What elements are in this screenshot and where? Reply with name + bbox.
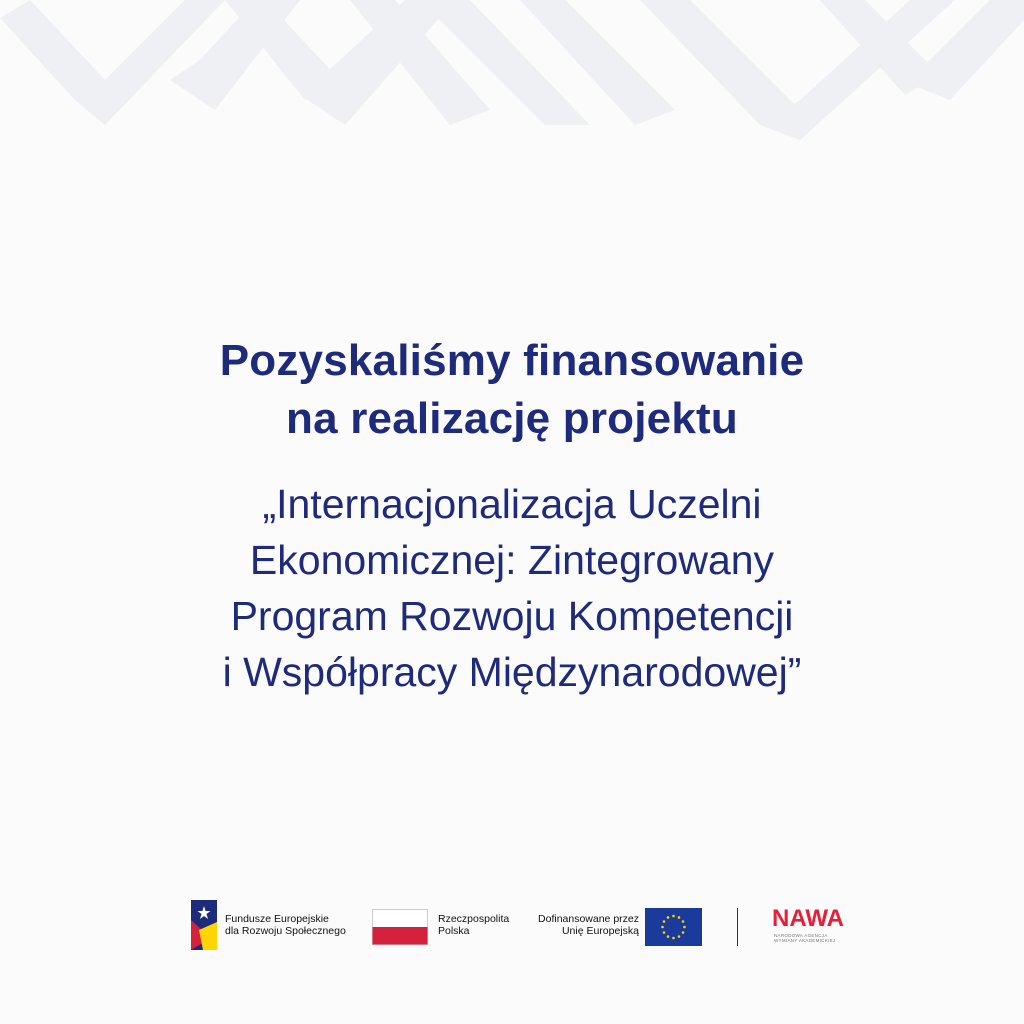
eu-star-icon (667, 935, 670, 938)
eu-star-icon (682, 931, 685, 934)
project-title-line-3: Program Rozwoju Kompetencji (230, 593, 794, 639)
rp-text-line-1: Rzeczpospolita (438, 913, 510, 925)
project-title-line-1: „Internacjonalizacja Uczelni (262, 481, 762, 527)
project-title-line-2: Ekonomicznej: Zintegrowany (249, 537, 775, 583)
rp-text (438, 913, 509, 937)
project-title (0, 476, 1024, 700)
polish-flag-icon (372, 909, 428, 945)
fe-text-line-1: Fundusze Europejskie (225, 913, 329, 925)
logo-divider (737, 908, 738, 946)
project-title-line-4: i Współpracy Międzynarodowej” (222, 649, 802, 695)
fe-text-line-2: dla Rozwoju Społecznego (225, 925, 346, 937)
eu-star-icon (678, 916, 681, 919)
nawa-subtitle (774, 933, 835, 943)
fe-text (225, 913, 346, 937)
eu-text-line-1: Dofinansowane przez (538, 913, 639, 925)
fe-logo (191, 900, 361, 956)
rp-logo (372, 900, 510, 956)
eu-star-icon (678, 935, 681, 938)
eu-star-icon (667, 916, 670, 919)
eu-star-icon (661, 926, 664, 929)
eu-text-line-2: Unię Europejską (561, 925, 639, 937)
fe-emblem-icon (191, 900, 217, 950)
headline (0, 332, 1024, 448)
nawa-subtitle-line-1: NARODOWA AGENCJA (774, 933, 828, 938)
eu-flag-icon (645, 908, 702, 946)
background-chevron-pattern (0, 0, 1024, 140)
rp-text-line-2: Polska (438, 925, 470, 937)
nawa-logo (772, 900, 868, 956)
eu-star-icon (683, 926, 686, 929)
nawa-wordmark: NAWA (772, 905, 844, 932)
eu-star-icon (663, 920, 666, 923)
eu-star-icon (672, 915, 675, 918)
headline-line-2: na realizację projektu (286, 394, 738, 443)
eu-logo (531, 900, 703, 956)
eu-star-icon (672, 937, 675, 940)
eu-star-icon (663, 931, 666, 934)
eu-star-icon (682, 920, 685, 923)
headline-line-1: Pozyskaliśmy finansowanie (219, 336, 805, 385)
eu-text (531, 913, 639, 937)
logo-bar (0, 900, 1024, 956)
nawa-subtitle-line-2: WYMIANY AKADEMICKIEJ (774, 938, 836, 943)
